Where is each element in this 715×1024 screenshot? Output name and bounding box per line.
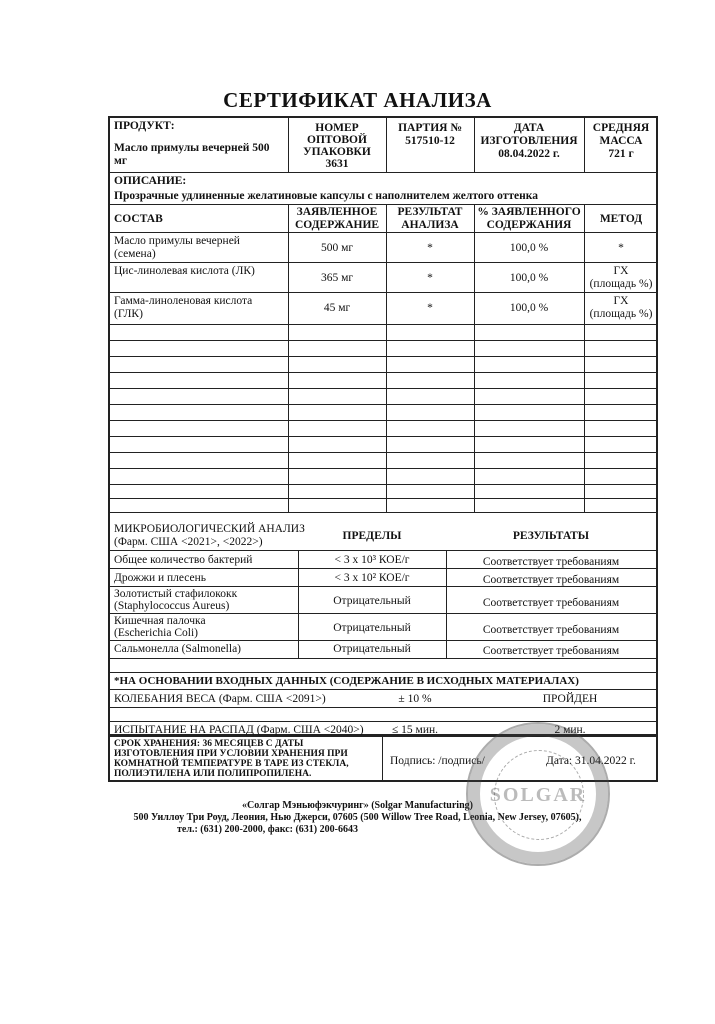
mfg-date-value: 08.04.2022 г. (498, 148, 560, 160)
description-label: ОПИСАНИЕ: (114, 175, 187, 187)
micro-results-header: РЕЗУЛЬТАТЫ (512, 530, 590, 542)
product-name: Масло примулы вечерней 500 (114, 142, 270, 154)
table-row: Золотистый стафилококк (114, 588, 238, 600)
weight-test-result: ПРОЙДЕН (542, 693, 598, 705)
batch-label: ПАРТИЯ № (398, 122, 462, 134)
bulk-number-label: НОМЕР (315, 122, 359, 134)
table-row: Сальмонелла (Salmonella) (114, 643, 241, 655)
description-text: Прозрачные удлиненные желатиновые капсулы с наполнителем желтого оттенка (114, 190, 538, 202)
avg-mass-value: 721 г (608, 148, 634, 160)
certificate-table: ПРОДУКТ: Масло примулы вечерней 500 мг НОМЕР ОПТОВОЙ УПАКОВКИ 3631 ПАРТИЯ № 517510-12 ДАТА ИЗГОТОВЛЕНИЯ 08.04.2022 г. СРЕДНЯЯ МАССА 721 г ОПИСАНИЕ: Прозрачные удлиненные желатиновые капсулы с наполнителем желтого оттенка СОСТАВ ЗАЯВЛЕННОЕ СОДЕРЖАНИЕ РЕЗУЛЬТАТ АНАЛИЗА % ЗАЯВЛЕННОГО СОДЕРЖАНИЯ МЕТОД Масло примулы вечерней (семена) 500 мг * 100,0 % * Цис-линолевая кислота (ЛК) 365 мг * 100,0 % ГХ (площадь %) Гамма-линоленовая кислота (ГЛК) 45 мг * 100,0 % ГХ (площадь %) МИКРОБИОЛОГИЧЕСКИЙ АНАЛИЗ (Фарм. США <2021>, <2022>) ПРЕДЕЛЫ РЕЗУЛЬТАТЫ Общее количество бактерий < 3 x 10³ КОЕ/г Соответствует требованиям Дрожжи и плесень < 3 x 10² КОЕ/г Соответствует требованиям Золотистый стафилококк (Staphylococcus Aureus) Отрицательный Соответствует требованиям Кишечная палочка (Escherichia Coli) Отрицательный Соответствует требованиям Сальмонелла (Salmonella) Отрицательный Соответствует требованиям *НА ОСНОВАНИИ ВХОДНЫХ ДАННЫХ (СОДЕРЖАНИЕ В ИСХОДНЫХ МАТЕРИАЛАХ) КОЛЕБАНИЯ ВЕСА (Фарм. США <2091>) ± 10 % ПРОЙДЕН ИСПЫТАНИЕ НА РАСПАД (Фарм. США <2040>) ≤ 15 мин. 2 мин. (108, 116, 658, 736)
table-row: Общее количество бактерий (114, 554, 253, 566)
footer-phone: тел.: (631) 200-2000, факс: (631) 200-6643 (177, 824, 358, 835)
weight-test-limit: ± 10 % (398, 693, 432, 705)
footer-company: «Солгар Мэньюфэкчуринг» (Solgar Manufacturing) (242, 800, 473, 811)
product-label: ПРОДУКТ: (114, 120, 175, 132)
shelf-life-block: СРОК ХРАНЕНИЯ: 36 МЕСЯЦЕВ С ДАТЫ ИЗГОТОВЛЕНИЯ ПРИ УСЛОВИИ ХРАНЕНИЯ ПРИ КОМНАТНОЙ ТЕМПЕРАТУРЕ В ТАРЕ ИЗ СТЕКЛА, ПОЛИЭТИЛЕНА ИЛИ ПОЛИПРОПИЛЕНА. Подпись: /подпись/ Дата: 31.04.2022 г. (108, 736, 658, 782)
bulk-number-value: 3631 (325, 158, 349, 170)
table-row: Гамма-линоленовая кислота (114, 295, 253, 307)
micro-title: МИКРОБИОЛОГИЧЕСКИЙ АНАЛИЗ (114, 523, 305, 535)
weight-test-label: КОЛЕБАНИЯ ВЕСА (Фарм. США <2091>) (114, 693, 326, 705)
product-name-cont: мг (114, 155, 128, 167)
micro-limits-header: ПРЕДЕЛЫ (342, 530, 402, 542)
mfg-date-label: ДАТА (513, 122, 545, 134)
basis-note: *НА ОСНОВАНИИ ВХОДНЫХ ДАННЫХ (СОДЕРЖАНИЕ В ИСХОДНЫХ МАТЕРИАЛАХ) (114, 675, 579, 687)
shelf-life-text: СРОК ХРАНЕНИЯ: 36 МЕСЯЦЕВ С ДАТЫ (114, 739, 304, 749)
table-row: Масло примулы вечерней (114, 235, 240, 247)
footer-address: 500 Уиллоу Три Роуд, Леония, Нью Джерси, 07605 (500 Willow Tree Road, Leonia, New Jersey, 07605), (133, 812, 582, 823)
batch-value: 517510-12 (405, 135, 455, 147)
signature-date: Дата: 31.04.2022 г. (546, 755, 636, 767)
composition-header: СОСТАВ (114, 213, 163, 225)
signature: Подпись: /подпись/ (390, 755, 485, 767)
table-row: Цис-линолевая кислота (ЛК) (114, 265, 255, 277)
table-row: Кишечная палочка (114, 615, 206, 627)
seal-stamp-icon: SOLGAR (466, 722, 610, 866)
disintegration-limit: ≤ 15 мин. (391, 724, 439, 736)
disintegration-result: 2 мин. (554, 724, 586, 736)
table-row: Дрожжи и плесень (114, 572, 207, 584)
disintegration-label: ИСПЫТАНИЕ НА РАСПАД (Фарм. США <2040>) (114, 724, 364, 736)
avg-mass-label: СРЕДНЯЯ (592, 122, 650, 134)
page-title: СЕРТИФИКАТ АНАЛИЗА (223, 88, 492, 112)
